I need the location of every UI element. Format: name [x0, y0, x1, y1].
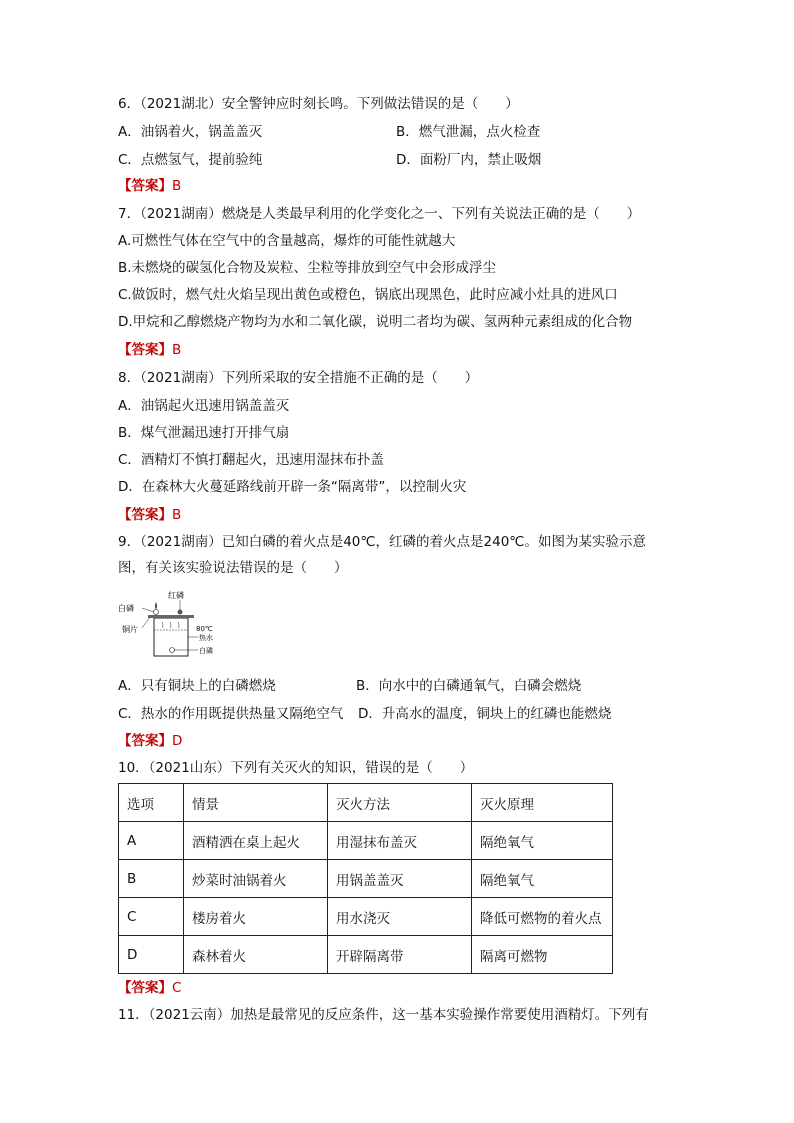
table-cell: 炒菜时油锅着火: [184, 860, 328, 898]
label-white-p-bottom: 白磷: [199, 647, 213, 655]
table-header-cell: 灭火原理: [472, 784, 613, 822]
label-red-p: 红磷: [168, 591, 184, 600]
q6-option-d: D．面粉厂内，禁止吸烟: [396, 152, 542, 168]
table-row: [119, 860, 613, 898]
flame-icon: [155, 602, 157, 610]
answer-value: B: [172, 507, 182, 523]
fire-extinguishing-table: [118, 783, 613, 974]
q8-stem: 8．（2021湖南）下列所采取的安全措施不正确的是（ ）: [118, 370, 479, 386]
table-cell: C: [119, 898, 184, 936]
q11-stem: 11．（2021云南）加热是最常见的反应条件，这一基本实验操作常要使用酒精灯。下列有: [118, 1007, 649, 1023]
q6-stem: 6．（2021湖北）安全警钟应时刻长鸣。下列做法错误的是（ ）: [118, 96, 519, 112]
experiment-drawing: [118, 590, 218, 662]
table-header-cell: 灭火方法: [328, 784, 472, 822]
answer-tag: 【答案】: [118, 178, 172, 194]
table-cell: 降低可燃物的着火点: [472, 898, 613, 936]
q8-option-a: A．油锅起火迅速用锅盖盖灭: [118, 398, 290, 414]
table-cell: A: [119, 822, 184, 860]
q7-stem: 7．（2021湖南）燃烧是人类最早利用的化学变化之一、下列有关说法正确的是（ ）: [118, 206, 641, 222]
table-header-cell: 情景: [184, 784, 328, 822]
red-phosphorus-on-plate: [178, 610, 183, 615]
q9-answer: [118, 731, 182, 751]
table-cell: 用湿抹布盖灭: [328, 822, 472, 860]
q7-option-a: A.可燃性气体在空气中的含量越高，爆炸的可能性就越大: [118, 233, 456, 249]
table-header-row: [119, 784, 613, 822]
table-cell: 酒精洒在桌上起火: [184, 822, 328, 860]
table-row: [119, 822, 613, 860]
answer-tag: 【答案】: [118, 342, 172, 358]
table-header-cell: 选项: [119, 784, 184, 822]
q8-option-d: D．在森林大火蔓延路线前开辟一条“隔离带”，以控制火灾: [118, 479, 467, 495]
label-copper: 铜片: [122, 625, 138, 634]
answer-tag: 【答案】: [118, 733, 172, 749]
steam-lines: [162, 622, 179, 628]
q9-option-b: B．向水中的白磷通氧气，白磷会燃烧: [356, 678, 582, 694]
label-white-p: 白磷: [118, 604, 134, 613]
q7-option-b: B.未燃烧的碳氢化合物及炭粒、尘粒等排放到空气中会形成浮尘: [118, 260, 497, 276]
q6-answer: [118, 176, 181, 196]
label-hot-water: 热水: [199, 634, 213, 642]
table-row: [119, 898, 613, 936]
q9-stem-line-1: 9．（2021湖南）已知白磷的着火点是40℃，红磷的着火点是240℃。如图为某实验示意: [118, 534, 646, 550]
q8-answer: [118, 505, 181, 525]
answer-value: D: [172, 733, 183, 749]
q7-option-c: C.做饭时，燃气灶火焰呈现出黄色或橙色，锅底出现黑色，此时应减小灶具的进风口: [118, 287, 618, 303]
copper-plate: [148, 615, 194, 618]
table-cell: B: [119, 860, 184, 898]
q6-option-b: B．燃气泄漏，点火检查: [396, 124, 541, 140]
label-temperature: 80℃: [196, 625, 213, 633]
q10-stem: 10．（2021山东）下列有关灭火的知识，错误的是（ ）: [118, 760, 474, 776]
white-phosphorus-on-plate: [154, 610, 159, 615]
table-cell: 隔绝氧气: [472, 822, 613, 860]
table-cell: 楼房着火: [184, 898, 328, 936]
q9-option-d: D．升高水的温度，铜块上的红磷也能燃烧: [358, 706, 612, 722]
white-phosphorus-in-water: [170, 648, 175, 653]
table-row: [119, 936, 613, 974]
table-cell: 开辟隔离带: [328, 936, 472, 974]
answer-value: B: [172, 342, 182, 358]
q9-stem-line-2: 图，有关该实验说法错误的是（ ）: [118, 560, 348, 576]
answer-value: C: [172, 980, 182, 996]
table-cell: D: [119, 936, 184, 974]
q6-option-c: C．点燃氢气，提前验纯: [118, 152, 263, 168]
q9-option-a: A．只有铜块上的白磷燃烧: [118, 678, 276, 694]
answer-tag: 【答案】: [118, 980, 172, 996]
leader-copper: [142, 617, 150, 628]
q7-option-d: D.甲烷和乙醇燃烧产物均为水和二氧化碳，说明二者均为碳、氢两种元素组成的化合物: [118, 314, 633, 330]
q8-option-c: C．酒精灯不慎打翻起火，迅速用湿抹布扑盖: [118, 452, 384, 468]
q10-answer: [118, 978, 181, 998]
q6-option-a: A．油锅着火，锅盖盖灭: [118, 124, 263, 140]
q8-option-b: B．煤气泄漏迅速打开排气扇: [118, 425, 290, 441]
leader-white-p: [142, 608, 154, 612]
q9-option-c: C．热水的作用既提供热量又隔绝空气: [118, 706, 344, 722]
q7-answer: [118, 340, 181, 360]
table-cell: 森林着火: [184, 936, 328, 974]
table-cell: 用水浇灭: [328, 898, 472, 936]
table-cell: 用锅盖盖灭: [328, 860, 472, 898]
phosphorus-experiment-diagram: [118, 590, 218, 662]
answer-value: B: [172, 178, 182, 194]
answer-tag: 【答案】: [118, 507, 172, 523]
table-cell: 隔绝氧气: [472, 860, 613, 898]
table-cell: 隔离可燃物: [472, 936, 613, 974]
